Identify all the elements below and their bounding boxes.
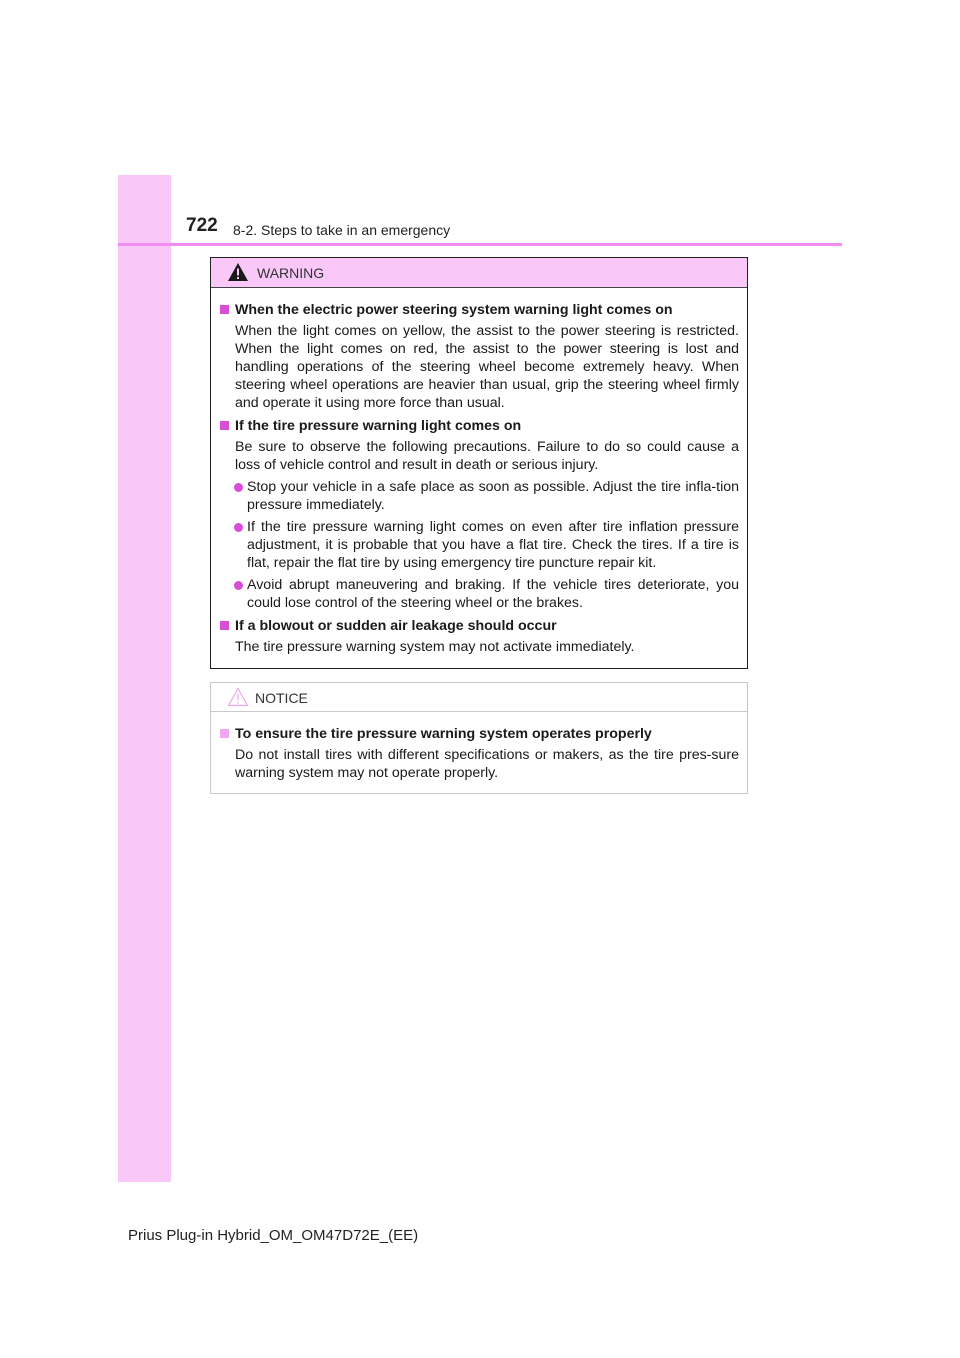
section-text: When the light comes on yellow, the assist to the power steering is restricted. When the light comes on red, the assist to the power steering is lost and handling operations of the steering wheel become extremely heavy. When steering wheel operations are heavier than usual, grip the steering wheel firmly and operate it using more force than usual. [235,323,739,411]
section-text: Be sure to observe the following precautions. Failure to do so could cause a loss of vehicle control and result in death or serious injury. [235,439,739,473]
square-bullet-icon [220,421,229,430]
caution-triangle-icon [227,687,249,707]
warning-body [211,288,747,656]
warning-box [210,257,748,669]
section-heading: To ensure the tire pressure warning system operates properly [217,725,741,743]
warning-triangle-icon [227,262,249,282]
footer-text: Prius Plug-in Hybrid_OM_OM47D72E_(EE) [128,1227,419,1244]
section-text: Do not install tires with different specifications or makers, as the tire pres-sure warning system may not operate properly. [235,747,739,781]
round-bullet-icon [234,523,243,532]
notice-body [211,712,747,782]
page-number: 722 [186,215,218,236]
header-rule [118,243,842,246]
section-title: 8-2. Steps to take in an emergency [233,222,451,238]
notice-header [211,683,747,712]
section-heading: If the tire pressure warning light comes on [217,417,741,435]
notice-box [210,682,748,794]
square-bullet-icon [220,621,229,630]
section-heading: If a blowout or sudden air leakage should occur [217,617,741,635]
square-bullet-icon [220,729,229,738]
list-item: Stop your vehicle in a safe place as soon as possible. Adjust the tire infla-tion pressure immediately. [217,478,741,514]
round-bullet-icon [234,483,243,492]
notice-label: NOTICE [255,690,308,706]
section-heading: When the electric power steering system warning light comes on [217,301,741,319]
square-bullet-icon [220,305,229,314]
round-bullet-icon [234,581,243,590]
warning-label: WARNING [257,265,325,281]
list-item: Avoid abrupt maneuvering and braking. If the vehicle tires deteriorate, you could lose control of the steering wheel or the brakes. [217,576,741,612]
warning-header [211,258,747,288]
section-text: The tire pressure warning system may not activate immediately. [235,639,635,655]
list-item: If the tire pressure warning light comes on even after tire inflation pressure adjustment, it is probable that you have a flat tire. Check the tires. If a tire is flat, repair the flat tire by using emergency tire puncture repair kit. [217,518,741,572]
side-color-band [118,175,171,1182]
